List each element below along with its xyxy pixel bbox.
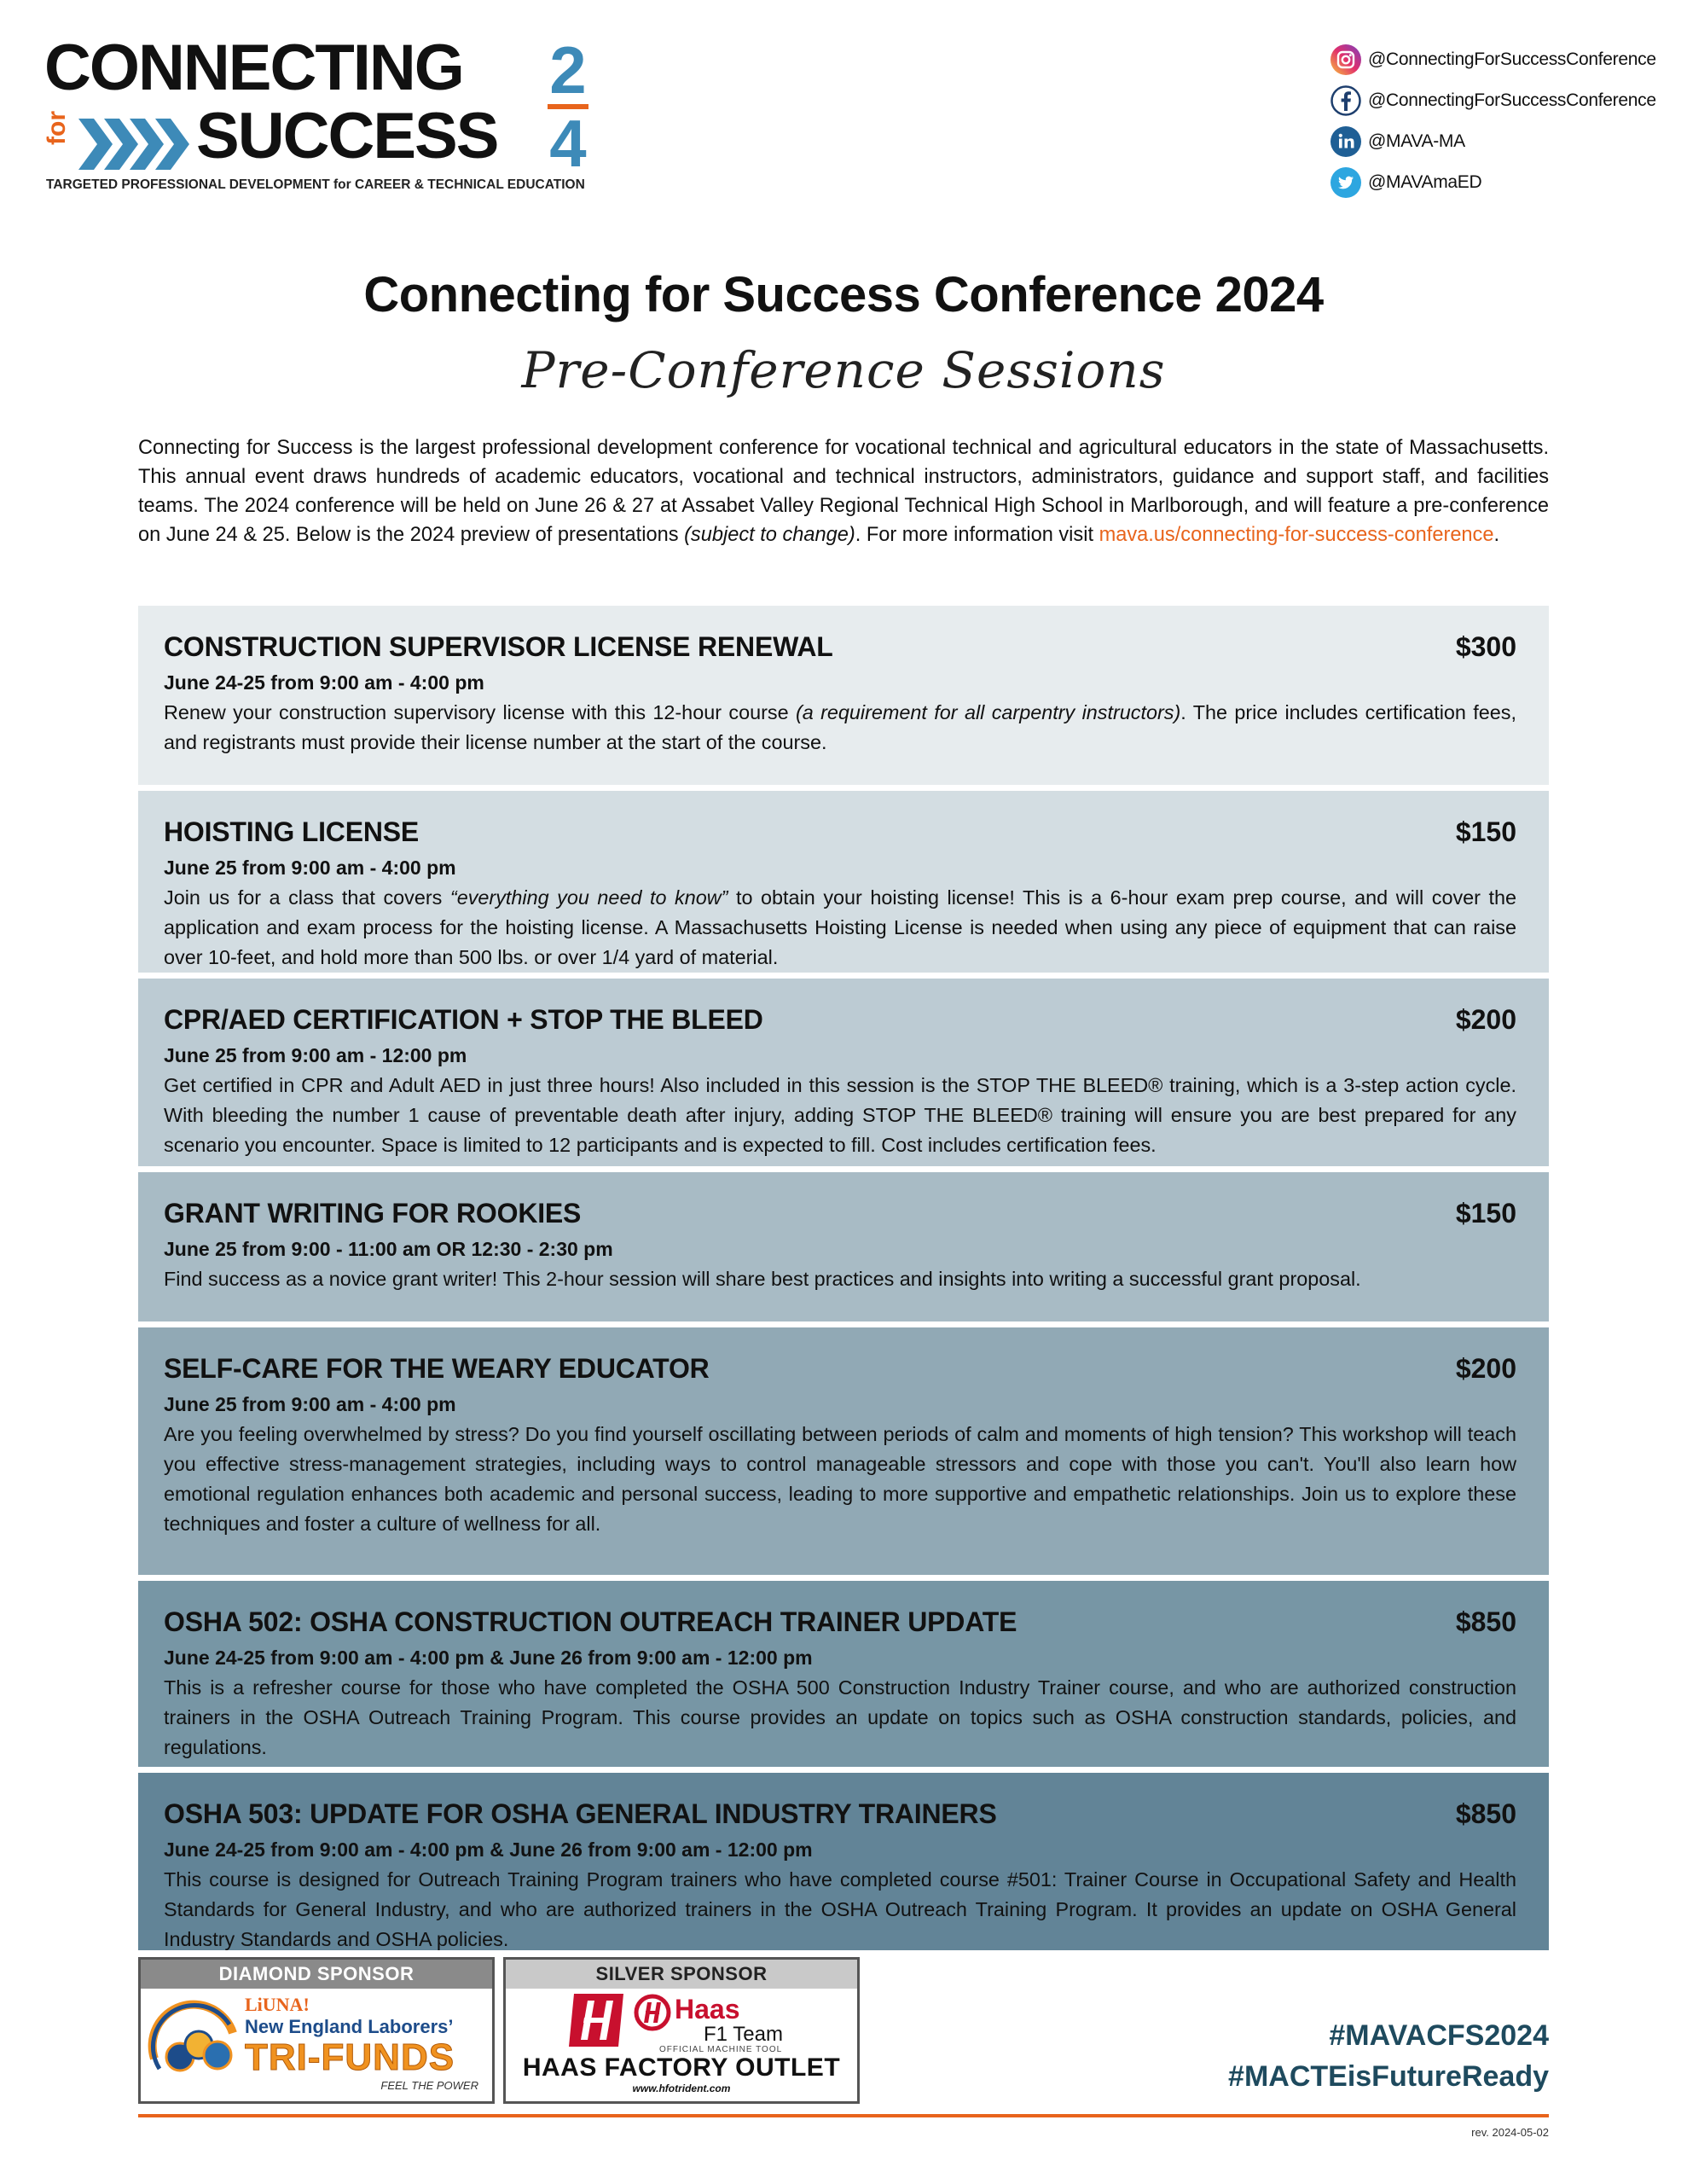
session-description [164,1865,1516,1955]
diamond-sponsor-label: DIAMOND SPONSOR [141,1960,492,1989]
haas-factory-outlet-text: HAAS FACTORY OUTLET [522,2053,841,2082]
diamond-sponsor-box [138,1957,495,2104]
linkedin-icon [1330,126,1361,157]
logo-year [544,32,592,181]
session-date: June 24-25 from 9:00 am - 4:00 pm [164,671,484,694]
facebook-icon [1330,85,1361,116]
intro-paragraph [138,433,1549,549]
session-name: OSHA 502: OSHA CONSTRUCTION OUTREACH TRAINER UPDATE [164,1606,1017,1637]
intro-text-end: . [1493,524,1500,546]
nel-text: New England Laborers’ [245,2016,454,2037]
intro-text-middle: . For more information visit [855,524,1099,546]
instagram-handle: @ConnectingForSuccessConference [1368,49,1656,69]
session-card [138,1581,1549,1767]
session-price: $150 [1455,816,1516,847]
f1-team-text: F1 Team [704,2023,783,2046]
twitter-icon [1330,167,1361,198]
logo-year-bottom: 4 [549,106,587,181]
haas-text: Haas [675,1994,740,2024]
revision-date: rev. 2024-05-02 [1471,2126,1549,2139]
social-links [1330,39,1672,203]
silver-sponsor-label: SILVER SPONSOR [506,1960,857,1989]
session-desc-italic: (a requirement for all carpentry instructors) [795,701,1181,723]
session-name: GRANT WRITING FOR ROOKIES [164,1198,582,1228]
session-name: SELF-CARE FOR THE WEARY EDUCATOR [164,1353,710,1384]
page-subtitle: Pre-Conference Sessions [521,341,1166,399]
session-description [164,1420,1516,1539]
conference-link[interactable]: mava.us/connecting-for-success-conference [1099,524,1494,546]
session-desc-text-end: . The price includes certification fees, and registrants must provide their license number at the start of the course. [164,701,1517,753]
session-card [138,1172,1549,1321]
intro-italic: (subject to change) [684,524,855,546]
session-description [164,1673,1516,1763]
intro-text: Connecting for Success is the largest professional development conference for vocational technical and agricultural educators in the state of Massachusetts. This annual event draws hundreds of academic educators, vocational and technical instructors, administrators, guidance and support staff, and facilities teams. The 2024 conference will be held on June 26 & 27 at Assabet Valley Regional Technical High School in Marlborough, and will feature a pre-conference on June 24 & 25. Below is the 2024 preview of presentations [138,437,1549,546]
session-price: $200 [1455,1004,1516,1035]
session-card [138,1327,1549,1575]
hfo-url-text: www.hfotrident.com [632,2082,731,2094]
session-desc-text-end: to obtain your hoisting license! This is a 6-hour exam prep course, and will cover the application and exam process for the hoisting license. A Massachusetts Hoisting License is needed when using any piece of equipment that can raise over 10-feet, and hold more than 500 lbs. or over 1/4 yard of material. [164,886,1517,968]
connecting-for-success-logo [43,32,590,192]
logo-line-success: SUCCESS [196,100,498,172]
session-desc-italic: “everything you need to know” [449,886,728,909]
logo-for: for [43,111,71,145]
footer-divider [138,2114,1549,2117]
session-desc-text: Are you feeling overwhelmed by stress? Do you find yourself oscillating between periods of calm and moments of high tension? This workshop will teach you effective stress-management strategies, including ways to control manageable stressors and cope with those you can't. You'll also learn how emotional regulation enhances both academic and personal success, leading to more supportive and empathetic relationships. Join us to explore these techniques and foster a culture of wellness for all. [164,1423,1516,1535]
haas-emblem-icon [569,1992,629,2048]
hashtag-macte: #MACTEisFutureReady [1228,2060,1549,2093]
session-price: $200 [1455,1353,1516,1384]
session-desc-text: Join us for a class that covers [164,886,450,909]
session-card [138,1773,1549,1950]
tri-funds-text: TRI-FUNDS [245,2036,455,2078]
silver-sponsor-box [503,1957,860,2104]
liuna-text: LiUNA! [245,1994,310,2015]
official-machine-tool-text: OFFICIAL MACHINE TOOL [659,2045,783,2054]
session-description [164,1264,1516,1294]
session-name: OSHA 503: UPDATE FOR OSHA GENERAL INDUSTRY TRAINERS [164,1798,997,1829]
haas-f1-emblem-icon [634,1994,671,2031]
session-card [138,606,1549,785]
session-desc-text: This course is designed for Outreach Training Program trainers who have completed course #501: Trainer Course in Occupational Safety and Health Standards for General Industry, and who are authorized trainers in the OSHA Outreach Training Program. It provides an update on OSHA General Industry Standards and OSHA policies. [164,1868,1516,1950]
social-twitter[interactable] [1330,162,1672,203]
session-date: June 24-25 from 9:00 am - 4:00 pm & June 26 from 9:00 am - 12:00 pm [164,1647,813,1669]
logo-line-connecting: CONNECTING [44,32,463,104]
logo-year-top: 2 [549,32,587,107]
session-desc-text: Get certified in CPR and Adult AED in just three hours! Also included in this session is the STOP THE BLEED® training, which is a 3-step action cycle. With bleeding the number 1 cause of preventable death after injury, adding STOP THE BLEED® training will ensure you are best prepared for any scenario you encounter. Space is limited to 12 participants and is expected to fill. Cost includes certification fees. [164,1074,1516,1156]
session-price: $850 [1455,1606,1516,1637]
twitter-handle: @MAVAmaED [1368,172,1482,192]
chevron-arrows-icon [78,114,189,174]
session-desc-text: Renew your construction supervisory license with this 12-hour course [164,701,796,723]
session-date: June 25 from 9:00 am - 12:00 pm [164,1044,467,1066]
session-desc-text: This is a refresher course for those who have completed the OSHA 500 Construction Industry Trainer course, and who are authorized construction trainers in the OSHA Outreach Training Program. This course provides an update on topics such as OSHA construction standards, policies, and regulations. [164,1676,1516,1758]
social-linkedin[interactable] [1330,121,1672,162]
instagram-icon [1330,44,1361,75]
session-name: CONSTRUCTION SUPERVISOR LICENSE RENEWAL [164,631,833,662]
session-date: June 25 from 9:00 am - 4:00 pm [164,857,456,879]
session-description [164,1071,1516,1160]
facebook-handle: @ConnectingForSuccessConference [1368,90,1656,110]
session-card [138,791,1549,973]
session-price: $300 [1455,631,1516,662]
logo-tagline: TARGETED PROFESSIONAL DEVELOPMENT for CAREER & TECHNICAL EDUCATION [46,177,585,192]
haas-logo [506,1989,857,2101]
session-name: CPR/AED CERTIFICATION + STOP THE BLEED [164,1004,763,1035]
tri-funds-emblem-icon [148,1999,240,2091]
social-instagram[interactable] [1330,39,1672,80]
session-date: June 25 from 9:00 am - 4:00 pm [164,1393,456,1415]
session-description [164,883,1516,973]
tri-funds-logo [141,1989,492,2101]
session-date: June 25 from 9:00 - 11:00 am OR 12:30 - 2:30 pm [164,1238,613,1260]
hashtags [1228,2015,1549,2097]
session-price: $850 [1455,1798,1516,1829]
social-facebook[interactable] [1330,80,1672,121]
feel-the-power-text: FEEL THE POWER [380,2079,478,2092]
session-name: HOISTING LICENSE [164,816,420,847]
page-title: Connecting for Success Conference 2024 [363,267,1324,322]
session-card [138,979,1549,1166]
session-description [164,698,1516,758]
hashtag-cfs: #MAVACFS2024 [1329,2019,1549,2052]
session-date: June 24-25 from 9:00 am - 4:00 pm & June 26 from 9:00 am - 12:00 pm [164,1838,813,1861]
session-desc-text: Find success as a novice grant writer! This 2-hour session will share best practices and insights into writing a successful grant proposal. [164,1268,1361,1290]
linkedin-handle: @MAVA-MA [1368,131,1465,151]
session-price: $150 [1455,1198,1516,1228]
